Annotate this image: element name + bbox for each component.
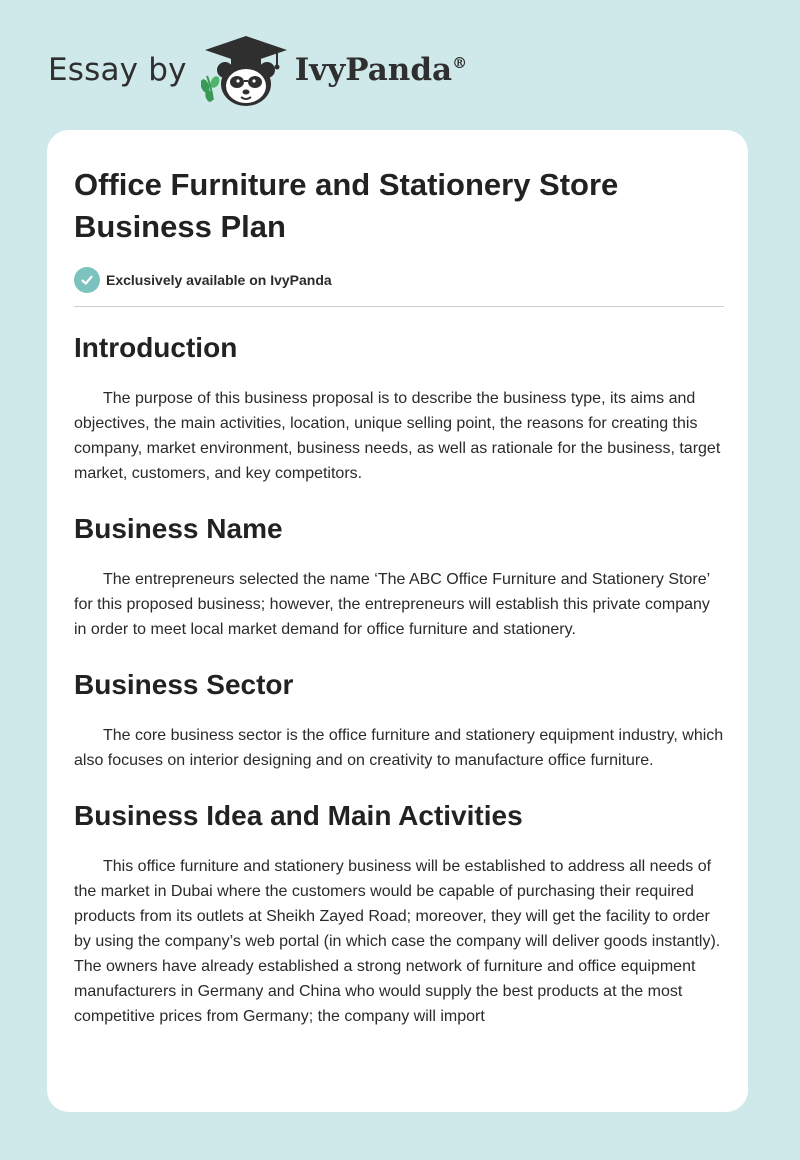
article-card xyxy=(47,130,748,1112)
panda-logo-icon[interactable] xyxy=(201,30,291,110)
exclusive-badge xyxy=(74,266,724,294)
article-content xyxy=(74,164,724,1029)
section-heading-introduction: Introduction xyxy=(74,332,238,363)
article-title xyxy=(74,164,724,248)
checkmark-icon xyxy=(74,267,100,293)
section-heading-business-idea: Business Idea and Main Activities xyxy=(74,800,523,831)
title-divider xyxy=(74,306,724,307)
section-body-introduction: The purpose of this business proposal is to describe the business type, its aims and objectives, the main activities, location, unique selling point, the reasons for creating this company, market environment, business needs, as well as rationale for the business, target market, customers, and key competitors. xyxy=(74,390,721,482)
brand-text: IvyPanda xyxy=(294,52,453,88)
section-body-business-idea: This office furniture and stationery business will be established to address all needs of the market in Dubai where the customers would be capable of purchasing their required products from its outlets at Sheikh Zayed Road; moreover, they will get the facility to order by using the company’s web portal (in which case the company will deliver goods instantly). The owners have already established a strong network of furniture and office equipment manufacturers in Germany and China who would supply the best products at the most competitive prices from Germany; the company will import xyxy=(74,858,721,1025)
essay-by-label: Essay by xyxy=(48,52,187,88)
site-header xyxy=(48,30,548,110)
section-heading-business-name: Business Name xyxy=(74,513,283,544)
section-body-business-sector: The core business sector is the office furniture and stationery equipment industry, which also focuses on interior designing and on creativity to manufacture office furniture. xyxy=(74,727,724,769)
title-line-1: Office Furniture and Stationery Store xyxy=(74,167,619,202)
brand-name[interactable] xyxy=(295,52,467,88)
badge-text: Exclusively available on IvyPanda xyxy=(106,272,332,288)
section-body-business-name: The entrepreneurs selected the name ‘The ABC Office Furniture and Stationery Store’ for this proposed business; however, the entrepreneurs will establish this private company in order to meet local market demand for office furniture and stationery. xyxy=(74,571,710,638)
section-heading-business-sector: Business Sector xyxy=(74,669,294,700)
title-line-2: Business Plan xyxy=(74,209,286,244)
registered-mark: ® xyxy=(452,54,468,72)
